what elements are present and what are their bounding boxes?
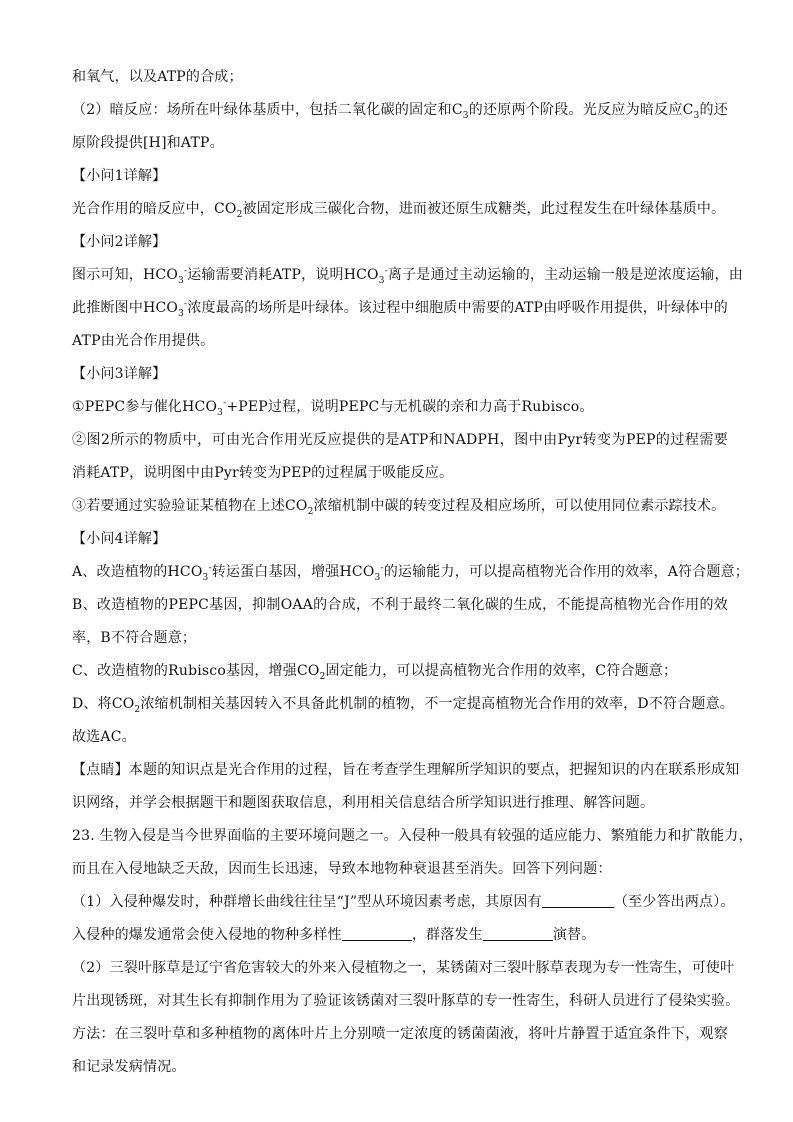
text-line: 识网络，并学会根据题干和题图获取信息，利用相关信息结合所学知识进行推理、解答问题。 bbox=[72, 795, 655, 811]
text-line: （1）入侵种爆发时，种群增长曲线往往呈“J”型从环境因素考虑，其原因有 （至少答出两点）。 bbox=[72, 894, 735, 910]
text-line: 光合作用的暗反应中，$CO_2$被固定形成三碳化合物，进而被还原生成糖类，此过程发生在叶绿体基质中。 bbox=[72, 201, 726, 220]
text-line: D、将$CO_2$浓缩机制相关基因转入不具备此机制的植物，不一定提高植物光合作用的效率，D不符合题意。 bbox=[72, 696, 734, 715]
text-line: 入侵种的爆发通常会使入侵地的物种多样性 ，群落发生 演替。 bbox=[72, 927, 596, 943]
text-line: 片出现锈斑，对其生长有抑制作用为了验证该锈菌对三裂叶豚草的专一性寄生，科研人员进行了侵染实验。 bbox=[72, 993, 740, 1009]
text-line: ①PEPC参与催化$HCO_3^-+PEP$过程，说明PEPC与无机碳的亲和力高于Rubisco。 bbox=[72, 398, 594, 418]
text-line: 率，B不符合题意； bbox=[72, 630, 197, 646]
answer-blank bbox=[483, 926, 553, 941]
text-line: 故选AC。 bbox=[72, 729, 136, 745]
section-heading: 【小问2详解】 bbox=[72, 234, 167, 250]
text-line: 【点睛】本题的知识点是光合作用的过程，旨在考查学生理解所学知识的要点，把握知识的内在联系形成知 bbox=[72, 762, 740, 778]
text-line: ②图2所示的物质中，可由光合作用光反应提供的是ATP和NADPH，图中由Pyr转变为PEP的过程需要 bbox=[72, 432, 728, 448]
text-line: 原阶段提供[H]和ATP。 bbox=[72, 135, 224, 151]
text-line: A、改造植物的$HCO_3^-$转运蛋白基因，增强$HCO_3^-$的运输能力，可以提高植物光合作用的效率，A符合题意； bbox=[72, 563, 750, 583]
text-line: B、改造植物的PEPC基因，抑制OAA的合成，不利于最终二氧化碳的生成，不能提高植物光合作用的效 bbox=[72, 597, 728, 613]
text-line: 消耗ATP，说明图中由Pyr转变为PEP的过程属于吸能反应。 bbox=[72, 465, 454, 481]
answer-blank bbox=[342, 926, 412, 941]
text-line: 而且在入侵地缺乏天敌，因而生长迅速，导致本地物种衰退甚至消失。回答下列问题： bbox=[72, 861, 612, 877]
text-line: 方法：在三裂叶草和多种植物的离体叶片上分别喷一定浓度的锈菌菌液，将叶片静置于适宜条件下，观察 bbox=[72, 1026, 728, 1042]
text-line: 此推断图中$HCO_3^-$浓度最高的场所是叶绿体。该过程中细胞质中需要的ATP由呼吸作用提供，叶绿体中的 bbox=[72, 299, 728, 319]
section-heading: 【小问1详解】 bbox=[72, 168, 167, 184]
text-line: ATP由光合作用提供。 bbox=[72, 333, 215, 349]
text-line: ③若要通过实验验证某植物在上述$CO_2$浓缩机制中碳的转变过程及相应场所，可以使用同位素示踪技术。 bbox=[72, 498, 726, 517]
answer-blank bbox=[542, 893, 614, 908]
text-line: C、改造植物的Rubisco基因，增强$CO_2$固定能力，可以提高植物光合作用的效率，C符合题意； bbox=[72, 663, 678, 682]
section-heading: 【小问3详解】 bbox=[72, 366, 167, 382]
text-line: （2）暗反应：场所在叶绿体基质中，包括二氧化碳的固定和$C_3$的还原两个阶段。光反应为暗反应$C_3$的还 bbox=[72, 102, 728, 121]
text-line: （2）三裂叶豚草是辽宁省危害较大的外来入侵植物之一，某锈菌对三裂叶豚草表现为专一性寄生，可使叶 bbox=[72, 960, 735, 976]
section-heading: 【小问4详解】 bbox=[72, 531, 167, 547]
question-23-stem: 23. 生物入侵是当今世界面临的主要环境问题之一。入侵种一般具有较强的适应能力、繁殖能力和扩散能力， bbox=[72, 828, 753, 844]
text-line: 和记录发病情况。 bbox=[72, 1059, 186, 1075]
text-line: 图示可知，$HCO_3^-$运输需要消耗ATP，说明$HCO_3^-$离子是通过主动运输的，主动运输一般是逆浓度运输，由 bbox=[72, 266, 743, 286]
text-line: 和氧气，以及ATP的合成； bbox=[72, 69, 243, 85]
